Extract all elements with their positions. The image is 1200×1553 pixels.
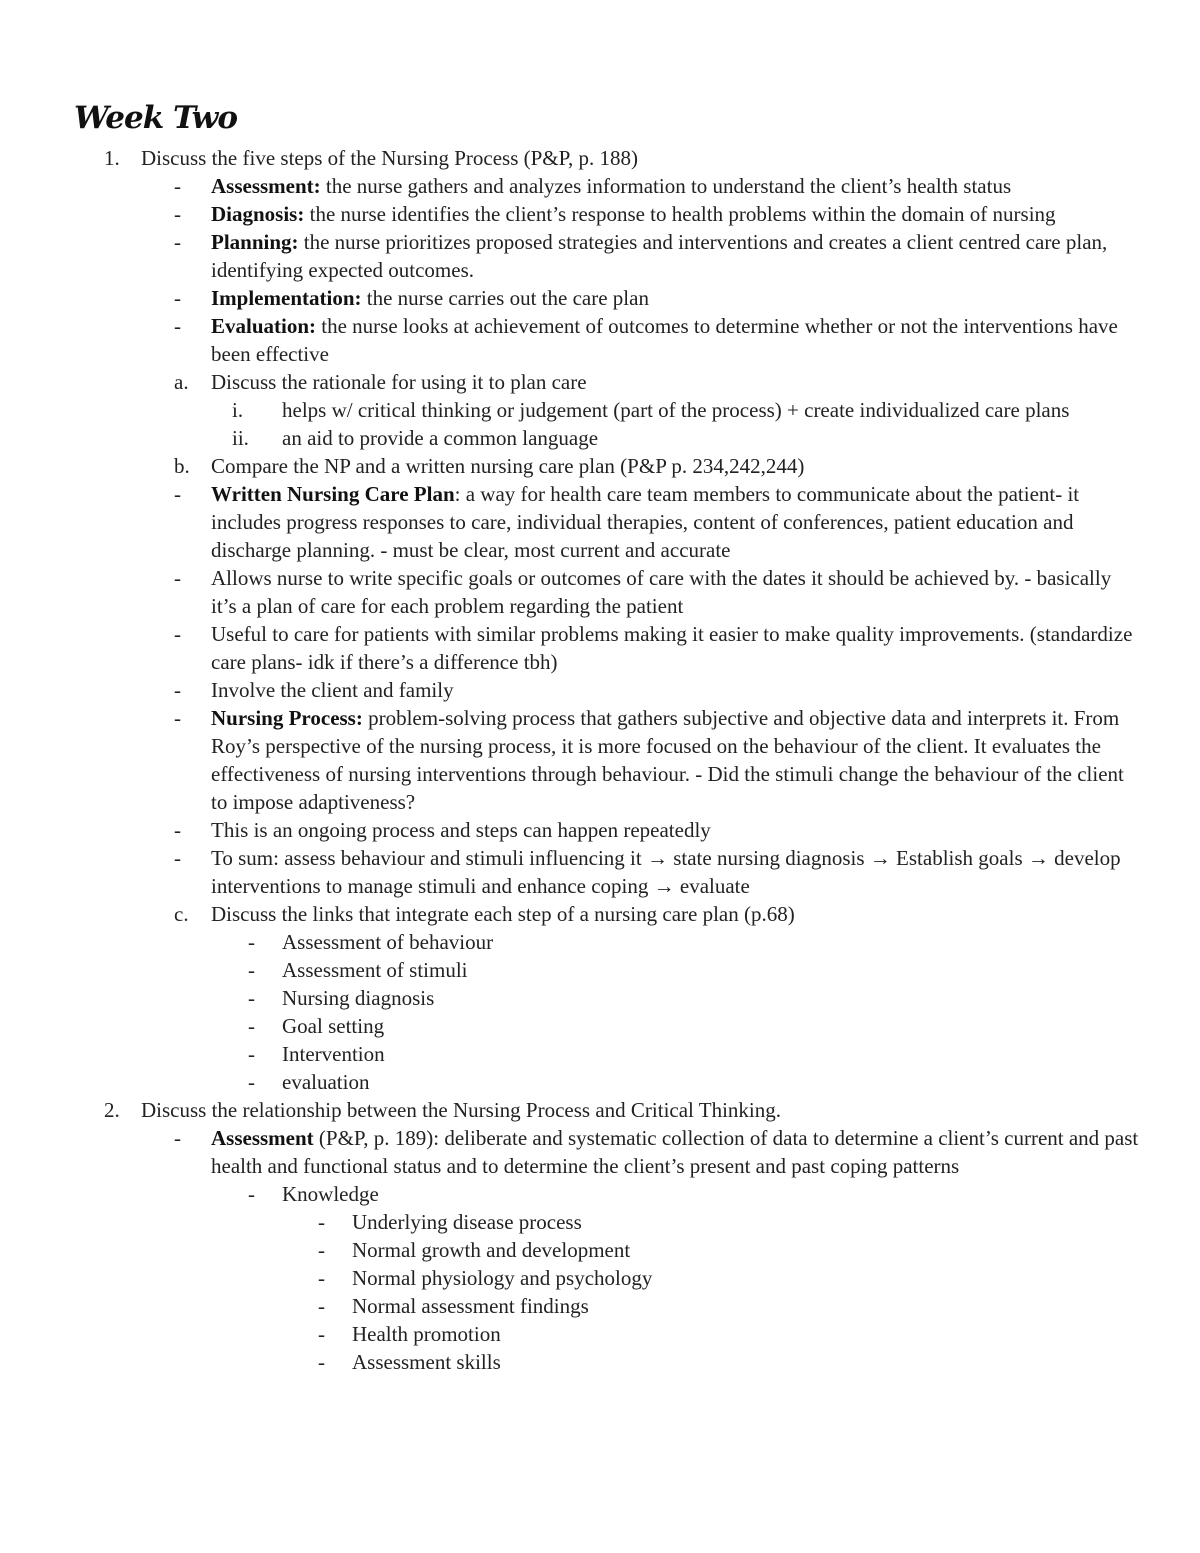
item-body: Normal growth and development: [352, 1238, 631, 1262]
item-body: Assessment of stimuli: [282, 958, 468, 982]
item-body: problem-solving process that gathers subjective and objective data and interprets it. From Roy’s perspective of the nursing process, it is more focused on the behaviour of the client. It evaluates the effectiveness of nursing interventions through behaviour. - Did the stimuli change the behaviour of the client to impose adaptiveness?: [211, 706, 1124, 814]
list-marker: 2.: [104, 1098, 120, 1122]
list-marker: -: [318, 1322, 325, 1346]
list-marker: -: [174, 174, 181, 198]
outline-item: [0, 1292, 1200, 1320]
item-body: : a way for health care team members to communicate about the patient- it includes progress responses to care, individual therapies, content of conferences, patient education and discharge planning. - must be clear, most current and accurate: [211, 482, 1080, 562]
outline-item: [0, 564, 1200, 620]
outline-list: [0, 144, 1200, 1376]
outline-item: [0, 928, 1200, 956]
item-text: [352, 1236, 1142, 1264]
item-text: [211, 900, 1141, 928]
item-text: [211, 200, 1141, 228]
outline-item: [0, 368, 1200, 396]
list-marker: -: [174, 846, 181, 870]
outline-item: [0, 424, 1200, 452]
outline-item: [0, 228, 1200, 284]
outline-item: [0, 312, 1200, 368]
item-heading: Planning:: [211, 230, 299, 254]
item-text: [352, 1348, 1142, 1376]
item-text: [282, 928, 1142, 956]
item-heading: Assessment:: [211, 174, 321, 198]
item-text: [282, 1068, 1142, 1096]
item-text: [211, 172, 1141, 200]
item-body: Discuss the links that integrate each step of a nursing care plan (p.68): [211, 902, 795, 926]
outline-item: [0, 1320, 1200, 1348]
list-marker: -: [174, 622, 181, 646]
outline-item: [0, 1348, 1200, 1376]
item-heading: Evaluation:: [211, 314, 317, 338]
list-marker: -: [318, 1238, 325, 1262]
outline-item: [0, 676, 1200, 704]
item-body: Underlying disease process: [352, 1210, 582, 1234]
outline-item: [0, 1040, 1200, 1068]
outline-item: [0, 172, 1200, 200]
item-body: Health promotion: [352, 1322, 501, 1346]
item-text: [211, 844, 1141, 900]
item-body: Nursing diagnosis: [282, 986, 435, 1010]
outline-item: [0, 480, 1200, 564]
item-text: [211, 676, 1141, 704]
list-marker: -: [318, 1294, 325, 1318]
item-text: [282, 424, 1142, 452]
outline-item: [0, 284, 1200, 312]
outline-item: [0, 956, 1200, 984]
item-heading: Implementation:: [211, 286, 362, 310]
list-marker: -: [248, 986, 255, 1010]
list-marker: ii.: [232, 426, 249, 450]
item-body: Compare the NP and a written nursing care plan (P&P p. 234,242,244): [211, 454, 805, 478]
item-body: the nurse prioritizes proposed strategies and interventions and creates a client centred care plan, identifying expected outcomes.: [211, 230, 1108, 282]
item-body: the nurse identifies the client’s response to health problems within the domain of nursing: [304, 202, 1056, 226]
list-marker: -: [174, 286, 181, 310]
list-marker: -: [174, 230, 181, 254]
outline-item: [0, 200, 1200, 228]
item-body: Discuss the rationale for using it to plan care: [211, 370, 587, 394]
item-body: the nurse gathers and analyzes information to understand the client’s health status: [320, 174, 1012, 198]
item-heading: Assessment: [211, 1126, 314, 1150]
list-marker: -: [318, 1210, 325, 1234]
outline-item: [0, 900, 1200, 928]
item-body: the nurse looks at achievement of outcomes to determine whether or not the interventions have been effective: [211, 314, 1118, 366]
item-text: [211, 452, 1141, 480]
list-marker: -: [174, 202, 181, 226]
item-text: [282, 396, 1142, 424]
item-text: [282, 1040, 1142, 1068]
item-body: To sum: assess behaviour and stimuli influencing it → state nursing diagnosis → Establish goals → develop interventions to manage stimuli and enhance coping → evaluate: [211, 846, 1121, 898]
page-title: Week Two: [74, 100, 238, 136]
outline-item: [0, 452, 1200, 480]
list-marker: -: [174, 482, 181, 506]
outline-item: [0, 1208, 1200, 1236]
item-text: [141, 1096, 1141, 1124]
item-text: [211, 480, 1141, 564]
item-text: [282, 956, 1142, 984]
item-body: Goal setting: [282, 1014, 385, 1038]
list-marker: -: [174, 566, 181, 590]
outline-item: [0, 704, 1200, 816]
item-text: [282, 1012, 1142, 1040]
outline-item: [0, 620, 1200, 676]
item-text: [211, 704, 1141, 816]
item-text: [282, 1180, 1142, 1208]
list-marker: a.: [174, 370, 189, 394]
outline-item: [0, 396, 1200, 424]
outline-item: [0, 816, 1200, 844]
item-text: [141, 144, 1141, 172]
item-body: Intervention: [282, 1042, 385, 1066]
item-text: [211, 1124, 1141, 1180]
outline-item: [0, 984, 1200, 1012]
item-body: Normal physiology and psychology: [352, 1266, 653, 1290]
item-text: [211, 228, 1141, 284]
item-body: Assessment skills: [352, 1350, 501, 1374]
list-marker: i.: [232, 398, 244, 422]
item-text: [282, 984, 1142, 1012]
item-text: [352, 1292, 1142, 1320]
item-text: [352, 1208, 1142, 1236]
outline-item: [0, 1236, 1200, 1264]
item-text: [352, 1320, 1142, 1348]
item-body: helps w/ critical thinking or judgement (part of the process) + create individualized care plans: [282, 398, 1070, 422]
list-marker: b.: [174, 454, 190, 478]
outline-item: [0, 1096, 1200, 1124]
item-body: an aid to provide a common language: [282, 426, 599, 450]
item-body: This is an ongoing process and steps can happen repeatedly: [211, 818, 711, 842]
outline-item: [0, 844, 1200, 900]
item-body: the nurse carries out the care plan: [361, 286, 649, 310]
list-marker: c.: [174, 902, 189, 926]
item-heading: Diagnosis:: [211, 202, 305, 226]
item-body: Discuss the five steps of the Nursing Process (P&P, p. 188): [141, 146, 638, 170]
list-marker: -: [248, 1070, 255, 1094]
item-body: Normal assessment findings: [352, 1294, 589, 1318]
item-body: Involve the client and family: [211, 678, 454, 702]
item-heading: Nursing Process:: [211, 706, 363, 730]
item-text: [211, 312, 1141, 368]
item-text: [211, 564, 1141, 620]
outline-item: [0, 144, 1200, 172]
list-marker: -: [174, 678, 181, 702]
item-body: (P&P, p. 189): deliberate and systematic collection of data to determine a client’s current and past health and functional status and to determine the client’s present and past coping patterns: [211, 1126, 1139, 1178]
item-text: [211, 368, 1141, 396]
list-marker: -: [248, 930, 255, 954]
item-body: Knowledge: [282, 1182, 379, 1206]
list-marker: -: [248, 958, 255, 982]
outline-item: [0, 1068, 1200, 1096]
list-marker: -: [174, 818, 181, 842]
list-marker: -: [318, 1266, 325, 1290]
list-marker: -: [174, 1126, 181, 1150]
list-marker: -: [174, 706, 181, 730]
item-body: Allows nurse to write specific goals or outcomes of care with the dates it should be achieved by. - basically it’s a plan of care for each problem regarding the patient: [211, 566, 1112, 618]
list-marker: 1.: [104, 146, 120, 170]
outline-item: [0, 1012, 1200, 1040]
item-text: [211, 620, 1141, 676]
item-body: Assessment of behaviour: [282, 930, 494, 954]
list-marker: -: [248, 1042, 255, 1066]
item-text: [352, 1264, 1142, 1292]
outline-item: [0, 1264, 1200, 1292]
list-marker: -: [318, 1350, 325, 1374]
item-text: [211, 284, 1141, 312]
item-body: Useful to care for patients with similar problems making it easier to make quality improvements. (standardize care plans- idk if there’s a difference tbh): [211, 622, 1133, 674]
list-marker: -: [248, 1182, 255, 1206]
item-body: evaluation: [282, 1070, 370, 1094]
item-body: Discuss the relationship between the Nursing Process and Critical Thinking.: [141, 1098, 781, 1122]
list-marker: -: [174, 314, 181, 338]
item-text: [211, 816, 1141, 844]
outline-item: [0, 1124, 1200, 1180]
outline-item: [0, 1180, 1200, 1208]
item-heading: Written Nursing Care Plan: [211, 482, 455, 506]
list-marker: -: [248, 1014, 255, 1038]
